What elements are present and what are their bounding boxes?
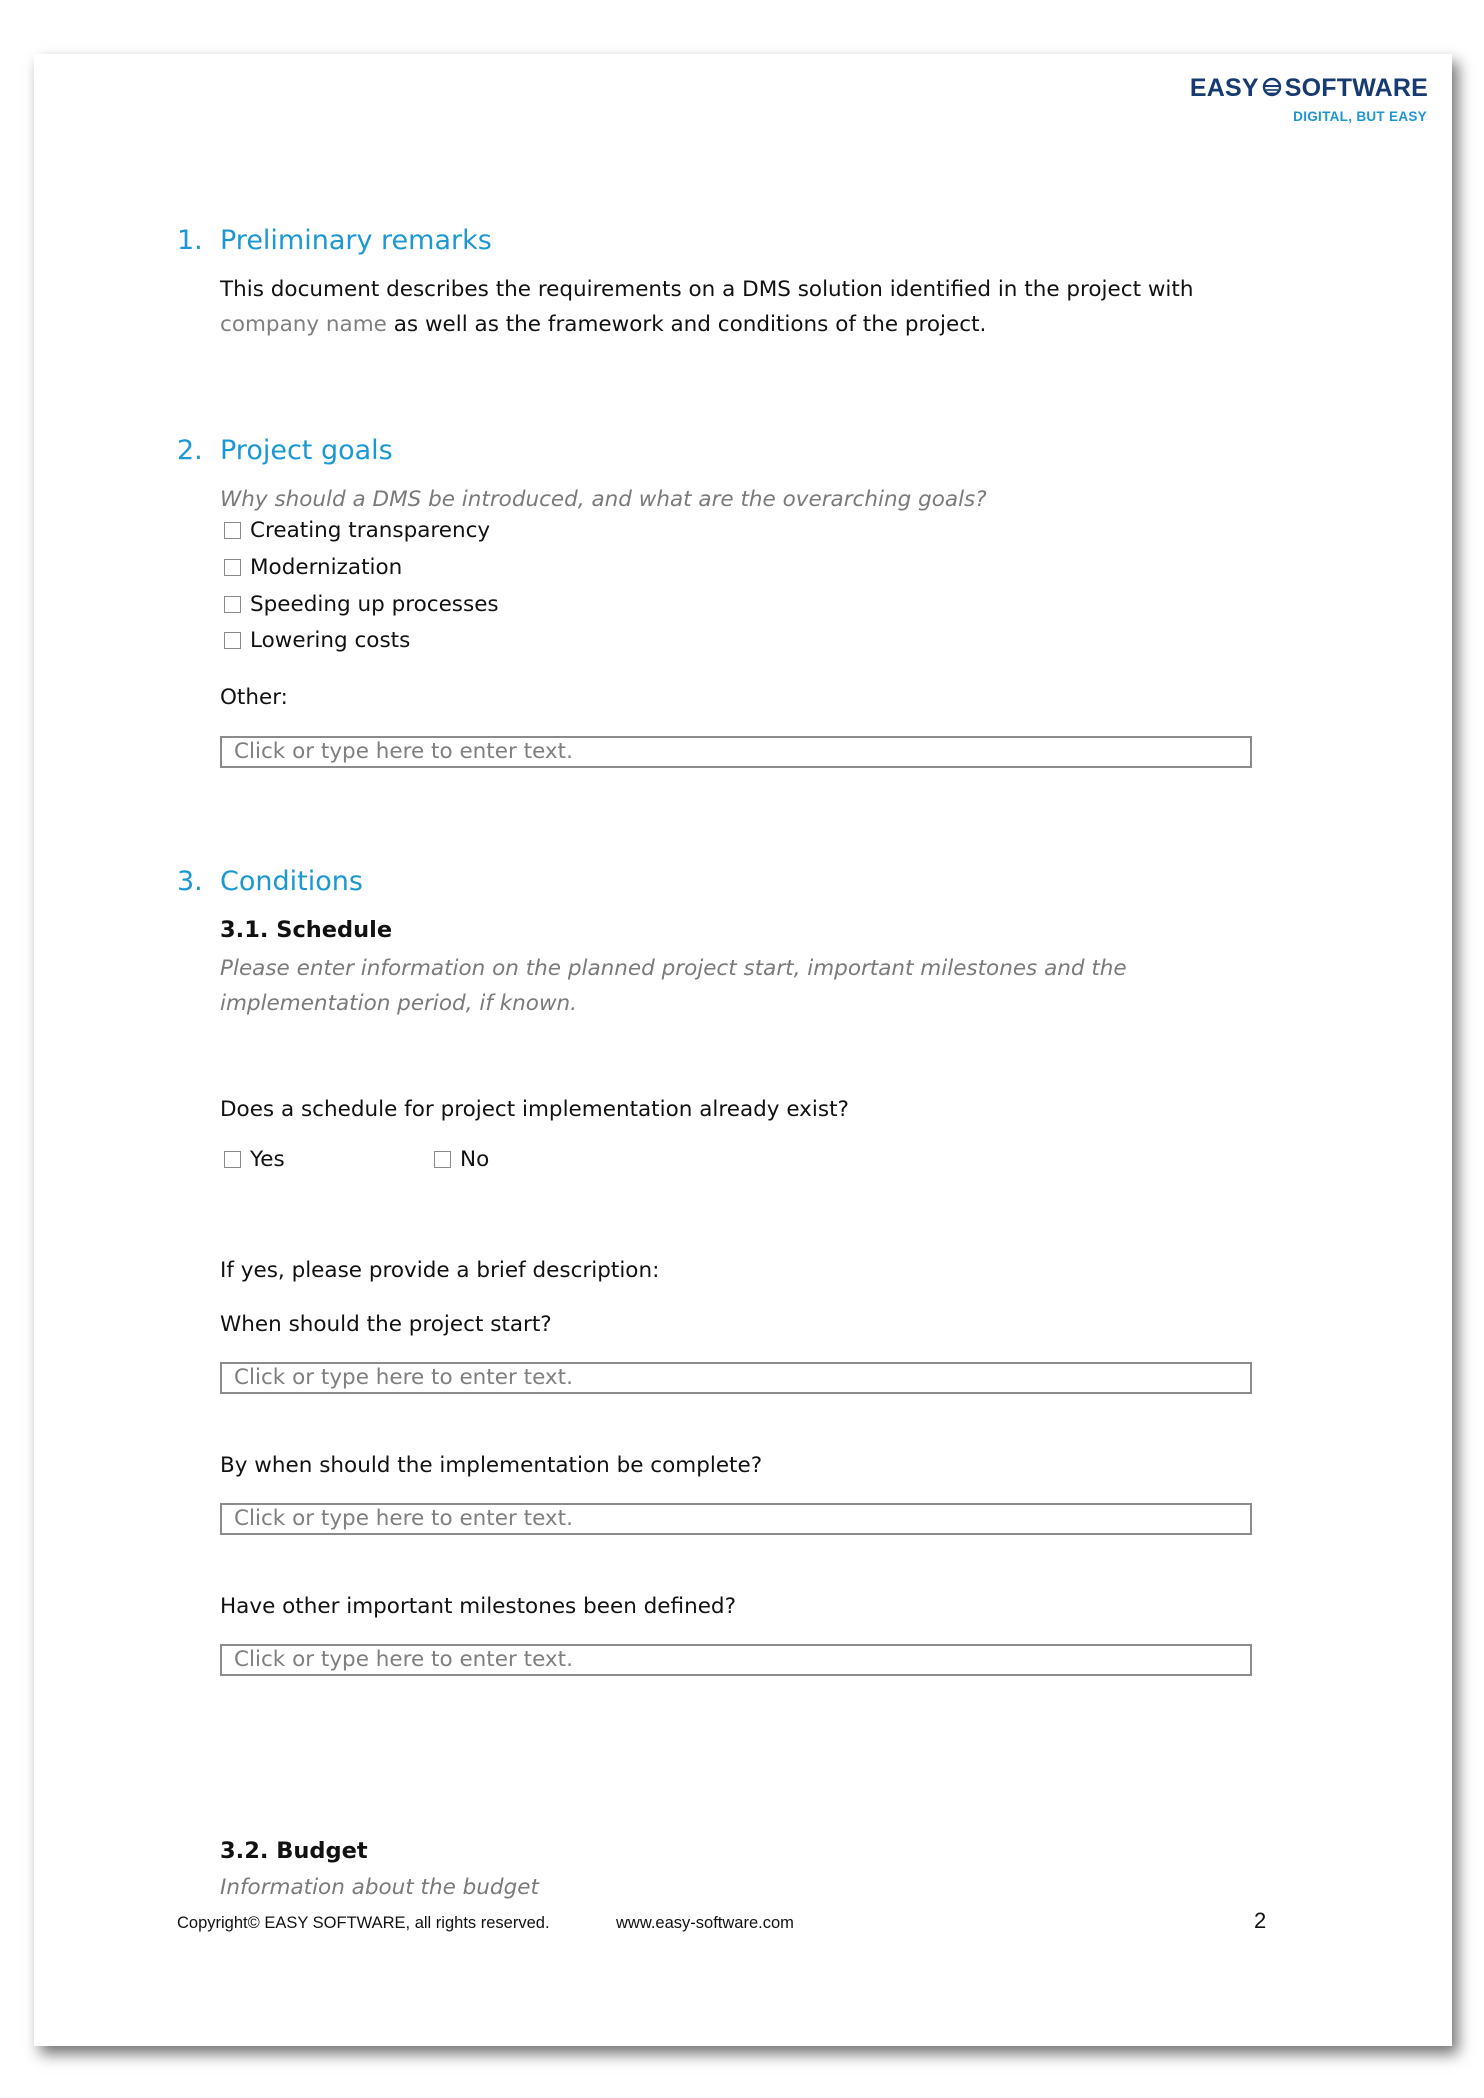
schedule-no-option[interactable]: [434, 1147, 489, 1172]
brand-logo: [1190, 74, 1428, 103]
checkbox[interactable]: [224, 632, 241, 649]
section-number: 2.: [177, 435, 203, 466]
checkbox[interactable]: [224, 596, 241, 613]
option-label: Creating transparency: [250, 518, 491, 543]
section1-paragraph-line1: This document describes the requirements on a DMS solution identified in the project with: [220, 277, 1194, 302]
section-heading-project-goals: [177, 435, 393, 466]
if-yes-description-label: If yes, please provide a brief description:: [220, 1258, 660, 1283]
logo-tagline: DIGITAL, BUT EASY: [1293, 109, 1427, 124]
section-number: 1.: [177, 225, 203, 256]
checkbox[interactable]: [224, 559, 241, 576]
section-number: 3.: [177, 866, 203, 897]
option-label: Modernization: [250, 555, 403, 580]
option-label: No: [460, 1147, 490, 1172]
section1-paragraph-line2: [220, 307, 986, 342]
section-title: Conditions: [220, 866, 363, 897]
option-label: Yes: [250, 1147, 285, 1172]
page-number: 2: [1254, 1908, 1267, 1933]
milestones-question: Have other important milestones been defined?: [220, 1594, 736, 1619]
implementation-complete-question: By when should the implementation be complete?: [220, 1453, 763, 1478]
schedule-yes-option[interactable]: [224, 1147, 285, 1172]
subsection-heading-schedule: 3.1. Schedule: [220, 917, 393, 943]
implementation-complete-input[interactable]: Click or type here to enter text.: [220, 1503, 1252, 1535]
milestones-input[interactable]: Click or type here to enter text.: [220, 1644, 1252, 1676]
document-page: [34, 54, 1452, 2046]
footer-website-link[interactable]: www.easy-software.com: [616, 1914, 794, 1932]
checkbox[interactable]: [224, 522, 241, 539]
schedule-hint-line1: Please enter information on the planned project start, important milestones and the: [220, 956, 1127, 981]
goal-option-creating-transparency[interactable]: [224, 518, 490, 543]
checkbox[interactable]: [224, 1151, 241, 1168]
goal-option-speeding-up-processes[interactable]: [224, 592, 499, 617]
subsection-heading-budget: 3.2. Budget: [220, 1838, 368, 1864]
section-heading-preliminary-remarks: [177, 225, 492, 256]
other-goals-input[interactable]: Click or type here to enter text.: [220, 736, 1252, 768]
other-label: Other:: [220, 685, 288, 710]
section1-paragraph-rest: as well as the framework and conditions of the project.: [386, 312, 987, 337]
globe-icon: [1262, 77, 1282, 97]
schedule-exists-question: Does a schedule for project implementation already exist?: [220, 1097, 849, 1122]
option-label: Lowering costs: [250, 628, 411, 653]
project-goals-question: Why should a DMS be introduced, and what are the overarching goals?: [220, 487, 987, 512]
goal-option-lowering-costs[interactable]: [224, 628, 410, 653]
project-start-question: When should the project start?: [220, 1312, 552, 1337]
section-title: Project goals: [220, 435, 393, 466]
budget-hint: Information about the budget: [220, 1875, 539, 1900]
logo-word-easy: EASY: [1189, 74, 1259, 102]
company-name-placeholder[interactable]: company name: [220, 312, 387, 337]
logo-word-software: SOFTWARE: [1284, 74, 1428, 102]
section-title: Preliminary remarks: [220, 225, 492, 256]
goal-option-modernization[interactable]: [224, 555, 402, 580]
option-label: Speeding up processes: [250, 592, 499, 617]
checkbox[interactable]: [434, 1151, 451, 1168]
schedule-hint-line2: implementation period, if known.: [220, 991, 577, 1016]
footer-copyright: Copyright© EASY SOFTWARE, all rights reserved.: [177, 1914, 550, 1932]
section-heading-conditions: [177, 866, 363, 897]
project-start-input[interactable]: Click or type here to enter text.: [220, 1362, 1252, 1394]
